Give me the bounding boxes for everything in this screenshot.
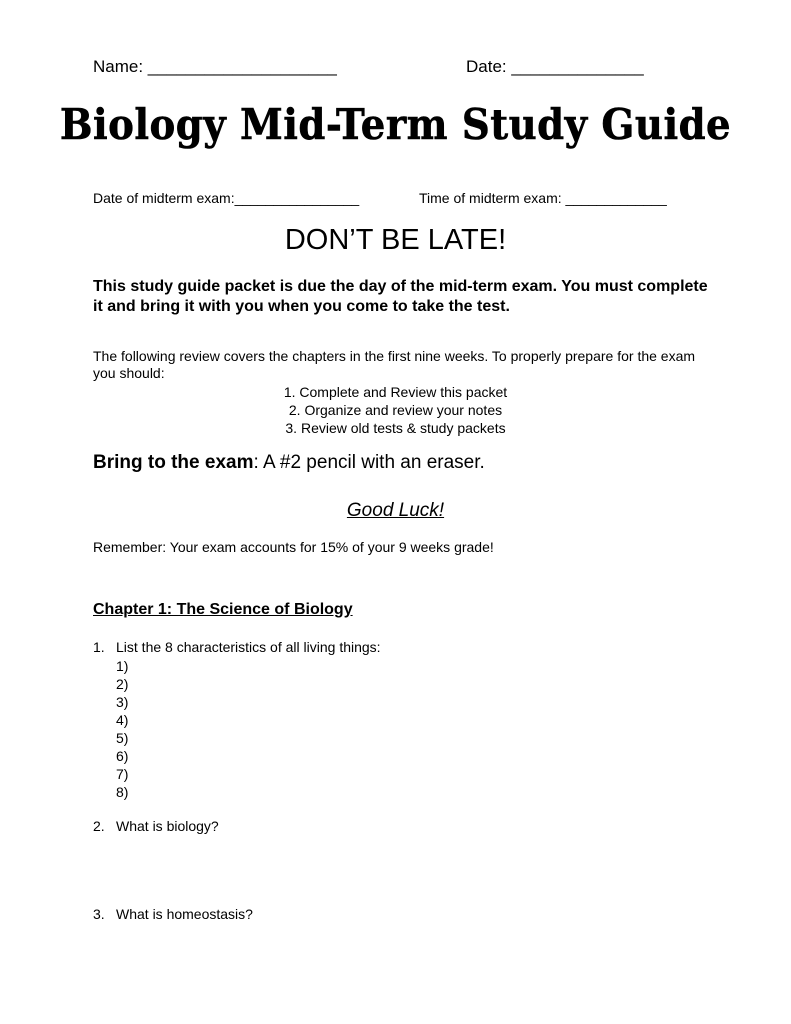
question-number: 1.: [93, 639, 105, 655]
good-luck-text: Good Luck!: [346, 500, 445, 521]
midterm-date-label: Date of midterm exam:________________: [93, 190, 360, 206]
midterm-time-label: Time of midterm exam: _____________: [419, 190, 667, 206]
question-text: List the 8 characteristics of all living things:: [116, 639, 381, 655]
question-2: [93, 818, 219, 834]
chapter-heading: Chapter 1: The Science of Biology: [93, 601, 353, 618]
answer-blank: 2): [116, 676, 129, 692]
question-number: 2.: [93, 818, 105, 834]
answer-blank: 6): [116, 748, 129, 764]
characteristics-answer-list: [116, 657, 128, 801]
list-item: 2. Organize and review your notes: [288, 402, 503, 418]
page-title: Biology Mid-Term Study Guide: [59, 100, 732, 149]
list-item: 1. Complete and Review this packet: [283, 384, 508, 400]
answer-blank: 7): [116, 766, 129, 782]
intro-paragraph: This study guide packet is due the day of the mid-term exam. You must complete it and bring it with you when you come to take the test.: [93, 278, 708, 315]
bring-label: Bring to the exam: [93, 452, 254, 473]
question-3: [93, 906, 253, 922]
answer-blank: 3): [116, 694, 129, 710]
name-field-label: Name: ____________________: [93, 57, 337, 76]
preparation-steps-list: [0, 383, 791, 437]
answer-blank: 1): [116, 658, 129, 674]
answer-blank: 5): [116, 730, 129, 746]
question-text: What is biology?: [116, 818, 219, 834]
answer-blank: 4): [116, 712, 129, 728]
list-item: 3. Review old tests & study packets: [285, 420, 506, 436]
dont-be-late-heading: DON’T BE LATE!: [284, 224, 507, 256]
question-text: What is homeostasis?: [116, 906, 253, 922]
bring-to-exam-line: [93, 452, 485, 474]
answer-blank: 8): [116, 784, 129, 800]
remember-note: Remember: Your exam accounts for 15% of your 9 weeks grade!: [93, 539, 494, 555]
bring-text: : A #2 pencil with an eraser.: [253, 452, 485, 473]
question-number: 3.: [93, 906, 105, 922]
review-intro-paragraph: The following review covers the chapters in the first nine weeks. To properly prepare for the exam you should:: [93, 348, 696, 381]
date-field-label: Date: ______________: [466, 57, 644, 76]
question-1: [93, 639, 381, 655]
